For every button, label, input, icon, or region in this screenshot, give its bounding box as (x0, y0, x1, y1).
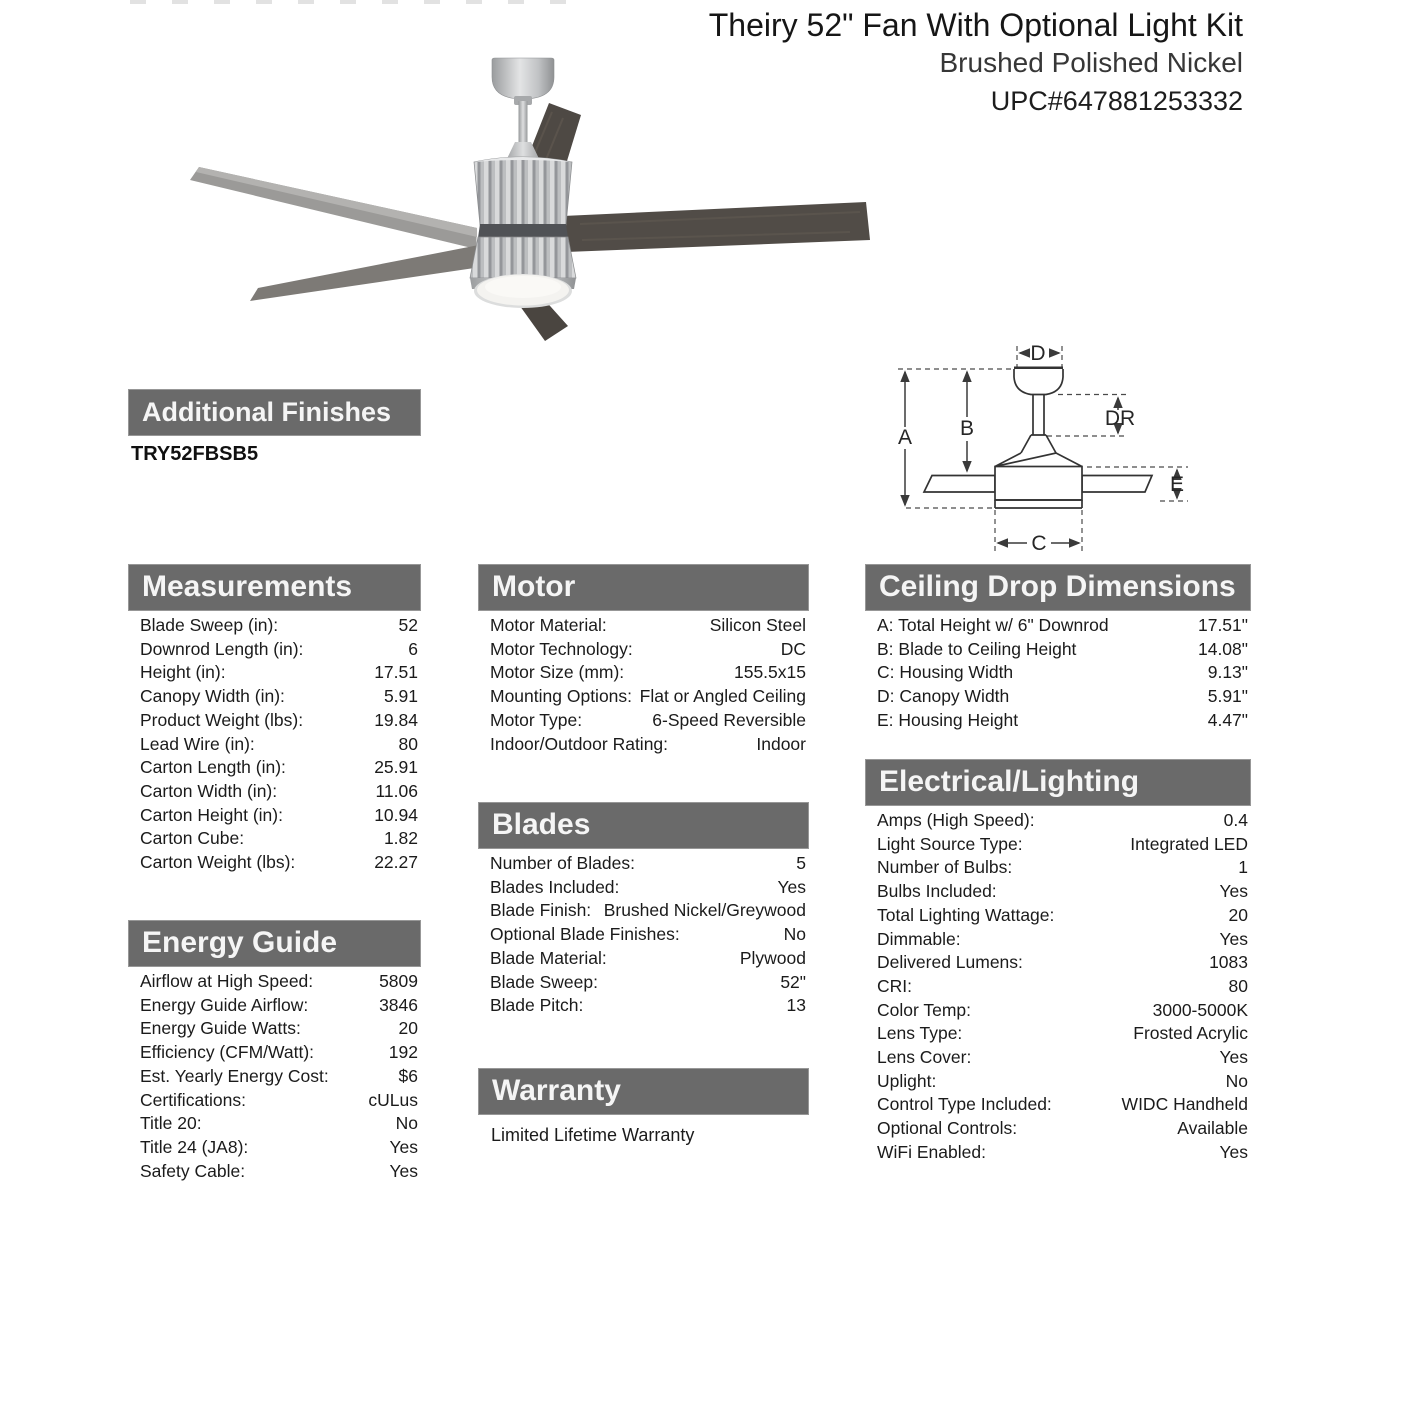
spec-label: Blade Sweep (in): (140, 615, 279, 635)
spec-row (865, 685, 1251, 709)
spec-value: 14.08" (1197, 638, 1248, 659)
spec-row (865, 999, 1251, 1023)
finish-code: TRY52FBSB5 (131, 443, 259, 465)
spec-value: 192 (388, 1042, 418, 1063)
spec-value: 6 (408, 638, 418, 659)
spec-label: Dimmable: (877, 928, 961, 949)
spec-row (128, 804, 421, 828)
energy-guide-section (128, 920, 421, 1183)
energy-guide-header: Energy Guide (128, 920, 421, 967)
spec-row (128, 1160, 421, 1184)
spec-value: 5.91 (383, 686, 418, 707)
warranty-section (478, 1068, 809, 1146)
energy-guide-rows (128, 970, 421, 1183)
spec-label: Amps (High Speed): (877, 810, 1035, 830)
measurements-rows (128, 614, 421, 875)
spec-value: Yes (1219, 881, 1248, 902)
spec-row (865, 614, 1251, 638)
spec-label: Certifications: (140, 1089, 247, 1110)
spec-value: WIDC Handheld (1121, 1094, 1248, 1115)
product-title: Theiry 52" Fan With Optional Light Kit (708, 7, 1243, 43)
spec-row (128, 1041, 421, 1065)
spec-value: 3846 (379, 994, 418, 1015)
spec-value: No (783, 924, 806, 945)
spec-row (865, 1141, 1251, 1165)
spec-value: Available (1177, 1118, 1248, 1139)
warranty-text: Limited Lifetime Warranty (491, 1125, 695, 1145)
spec-label: Blade Material: (490, 947, 607, 968)
spec-label: Title 24 (JA8): (140, 1136, 249, 1157)
dim-label-dr: DR (1104, 407, 1136, 430)
spec-row (865, 928, 1251, 952)
spec-label: Number of Blades: (490, 853, 635, 873)
spec-value: 22.27 (374, 852, 418, 873)
spec-row (478, 899, 809, 923)
spec-value: 20 (398, 1018, 418, 1039)
spec-label: Carton Width (in): (140, 780, 278, 801)
spec-value: 4.47" (1207, 709, 1248, 730)
additional-finishes-section (128, 389, 421, 466)
spec-row (128, 1017, 421, 1041)
motor-rows (478, 614, 809, 756)
measurements-header: Measurements (128, 564, 421, 611)
spec-row (128, 756, 421, 780)
spec-value: No (1225, 1070, 1248, 1091)
spec-row (128, 661, 421, 685)
spec-value: Silicon Steel (709, 615, 806, 635)
spec-label: Number of Bulbs: (877, 857, 1013, 878)
spec-value: 6-Speed Reversible (652, 709, 806, 730)
spec-value: 25.91 (374, 757, 418, 778)
spec-row (865, 1093, 1251, 1117)
spec-label: Bulbs Included: (877, 881, 997, 902)
spec-value: 80 (1228, 975, 1248, 996)
spec-label: Carton Cube: (140, 828, 245, 849)
spec-row (478, 947, 809, 971)
spec-label: Blade Pitch: (490, 995, 584, 1016)
spec-row (478, 614, 809, 638)
spec-value: 52" (780, 971, 806, 992)
fan-housing (470, 58, 576, 308)
spec-label: Airflow at High Speed: (140, 971, 314, 991)
spec-row (865, 833, 1251, 857)
spec-value: $6 (398, 1065, 418, 1086)
spec-label: Est. Yearly Energy Cost: (140, 1065, 329, 1086)
spec-value: 17.51" (1197, 615, 1248, 635)
spec-row (865, 661, 1251, 685)
spec-label: Energy Guide Airflow: (140, 994, 309, 1015)
spec-label: Delivered Lumens: (877, 952, 1023, 973)
spec-row (128, 733, 421, 757)
spec-row (865, 1117, 1251, 1141)
spec-label: Lens Type: (877, 1023, 963, 1044)
spec-label: Carton Weight (lbs): (140, 852, 296, 873)
spec-label: B: Blade to Ceiling Height (877, 638, 1077, 659)
electrical-lighting-section (865, 759, 1251, 1165)
spec-label: Motor Technology: (490, 638, 633, 659)
measurements-section (128, 564, 421, 875)
spec-label: Height (in): (140, 662, 226, 683)
spec-row (478, 709, 809, 733)
product-photo-fan (140, 40, 885, 350)
spec-row (478, 876, 809, 900)
spec-row (478, 733, 809, 757)
spec-value: 13 (786, 995, 806, 1016)
spec-row (128, 1136, 421, 1160)
spec-value: 3000-5000K (1152, 999, 1248, 1020)
spec-label: Mounting Options: (490, 686, 633, 707)
spec-label: Blades Included: (490, 876, 620, 897)
spec-value: 1 (1238, 857, 1248, 878)
spec-value: 20 (1228, 904, 1248, 925)
spec-row (865, 709, 1251, 733)
spec-value: 17.51 (374, 662, 418, 683)
spec-label: Downrod Length (in): (140, 638, 304, 659)
spec-row (478, 923, 809, 947)
spec-label: Blade Finish: (490, 900, 592, 921)
spec-label: A: Total Height w/ 6" Downrod (877, 615, 1109, 635)
spec-value: 9.13" (1207, 662, 1248, 683)
spec-label: CRI: (877, 975, 912, 996)
additional-finishes-list (128, 443, 421, 466)
spec-value: Yes (1219, 1141, 1248, 1162)
spec-label: Energy Guide Watts: (140, 1018, 301, 1039)
spec-label: D: Canopy Width (877, 686, 1010, 707)
spec-row (478, 971, 809, 995)
spec-value: 52 (398, 615, 418, 635)
spec-value: DC (780, 638, 806, 659)
ceiling-drop-header: Ceiling Drop Dimensions (865, 564, 1251, 611)
spec-value: 155.5x15 (733, 662, 806, 683)
dim-label-c: C (1031, 532, 1047, 555)
blades-rows (478, 852, 809, 1018)
ceiling-drop-section (865, 564, 1251, 733)
spec-value: 80 (398, 733, 418, 754)
warranty-header: Warranty (478, 1068, 809, 1115)
spec-row (865, 1070, 1251, 1094)
spec-row (128, 994, 421, 1018)
spec-value: Brushed Nickel/Greywood (603, 900, 806, 921)
product-upc: UPC#647881253332 (990, 86, 1243, 116)
spec-row (865, 1022, 1251, 1046)
spec-label: Optional Controls: (877, 1118, 1018, 1139)
dim-label-a: A (897, 426, 913, 449)
spec-row (128, 1112, 421, 1136)
additional-finishes-header: Additional Finishes (128, 389, 421, 436)
spec-value: 5.91" (1207, 686, 1248, 707)
spec-value: 5809 (379, 971, 418, 991)
spec-value: Indoor (756, 733, 806, 754)
spec-label: Optional Blade Finishes: (490, 924, 680, 945)
spec-row (865, 638, 1251, 662)
spec-label: Canopy Width (in): (140, 686, 285, 707)
spec-value: 19.84 (374, 709, 418, 730)
spec-value: Yes (389, 1160, 418, 1181)
spec-row (128, 709, 421, 733)
spec-row (128, 614, 421, 638)
blades-section (478, 802, 809, 1018)
spec-row (478, 994, 809, 1018)
spec-value: Yes (777, 876, 806, 897)
spec-label: Indoor/Outdoor Rating: (490, 733, 669, 754)
spec-label: Lead Wire (in): (140, 733, 255, 754)
spec-row (865, 904, 1251, 928)
spec-label: Blade Sweep: (490, 971, 598, 992)
dimension-diagram (878, 338, 1212, 562)
spec-value: 0.4 (1223, 810, 1248, 830)
spec-label: Total Lighting Wattage: (877, 904, 1055, 925)
spec-row (478, 661, 809, 685)
spec-row (128, 1089, 421, 1113)
spec-row (128, 970, 421, 994)
spec-label: Carton Length (in): (140, 757, 286, 778)
dim-label-d: D (1030, 342, 1046, 365)
motor-header: Motor (478, 564, 809, 611)
spec-label: Control Type Included: (877, 1094, 1052, 1115)
spec-row (865, 809, 1251, 833)
blades-header: Blades (478, 802, 809, 849)
spec-value: 5 (796, 853, 806, 873)
spec-label: Lens Cover: (877, 1047, 972, 1068)
spec-value: 10.94 (374, 804, 418, 825)
spec-label: Motor Size (mm): (490, 662, 625, 683)
product-finish: Brushed Polished Nickel (939, 47, 1243, 78)
spec-row (128, 827, 421, 851)
spec-value: No (395, 1113, 418, 1134)
spec-row (478, 852, 809, 876)
spec-label: Color Temp: (877, 999, 972, 1020)
dim-label-e: E (1169, 473, 1185, 496)
spec-label: WiFi Enabled: (877, 1141, 986, 1162)
dim-label-b: B (959, 417, 975, 440)
spec-row (128, 638, 421, 662)
spec-row (128, 780, 421, 804)
spec-label: E: Housing Height (877, 709, 1019, 730)
spec-value: cULus (368, 1089, 418, 1110)
motor-section (478, 564, 809, 756)
spec-value: 11.06 (375, 780, 418, 801)
spec-label: Carton Height (in): (140, 804, 283, 825)
spec-value: Yes (1219, 1047, 1248, 1068)
electrical-lighting-header: Electrical/Lighting (865, 759, 1251, 806)
diagram-fan-outline (924, 368, 1152, 508)
spec-value: Integrated LED (1130, 833, 1248, 854)
spec-label: C: Housing Width (877, 662, 1014, 683)
spec-value: 1.82 (383, 828, 418, 849)
spec-label: Product Weight (lbs): (140, 709, 304, 730)
spec-row (865, 951, 1251, 975)
spec-label: Light Source Type: (877, 833, 1023, 854)
spec-value: Flat or Angled Ceiling (639, 686, 806, 707)
truncated-top-text (130, 0, 582, 4)
ceiling-drop-rows (865, 614, 1251, 733)
spec-value: Yes (389, 1136, 418, 1157)
spec-label: Safety Cable: (140, 1160, 246, 1181)
spec-row (478, 685, 809, 709)
spec-row (128, 1065, 421, 1089)
spec-value: Plywood (739, 947, 806, 968)
spec-row (478, 638, 809, 662)
spec-label: Uplight: (877, 1070, 937, 1091)
spec-value: 1083 (1209, 952, 1248, 973)
spec-row (865, 880, 1251, 904)
spec-label: Motor Material: (490, 615, 607, 635)
spec-row (128, 851, 421, 875)
spec-value: Yes (1219, 928, 1248, 949)
spec-row (865, 1046, 1251, 1070)
spec-row (865, 975, 1251, 999)
spec-row (865, 856, 1251, 880)
spec-label: Motor Type: (490, 709, 583, 730)
spec-row (128, 685, 421, 709)
spec-value: Frosted Acrylic (1133, 1023, 1248, 1044)
electrical-lighting-rows (865, 809, 1251, 1165)
spec-label: Title 20: (140, 1113, 202, 1134)
spec-label: Efficiency (CFM/Watt): (140, 1042, 315, 1063)
